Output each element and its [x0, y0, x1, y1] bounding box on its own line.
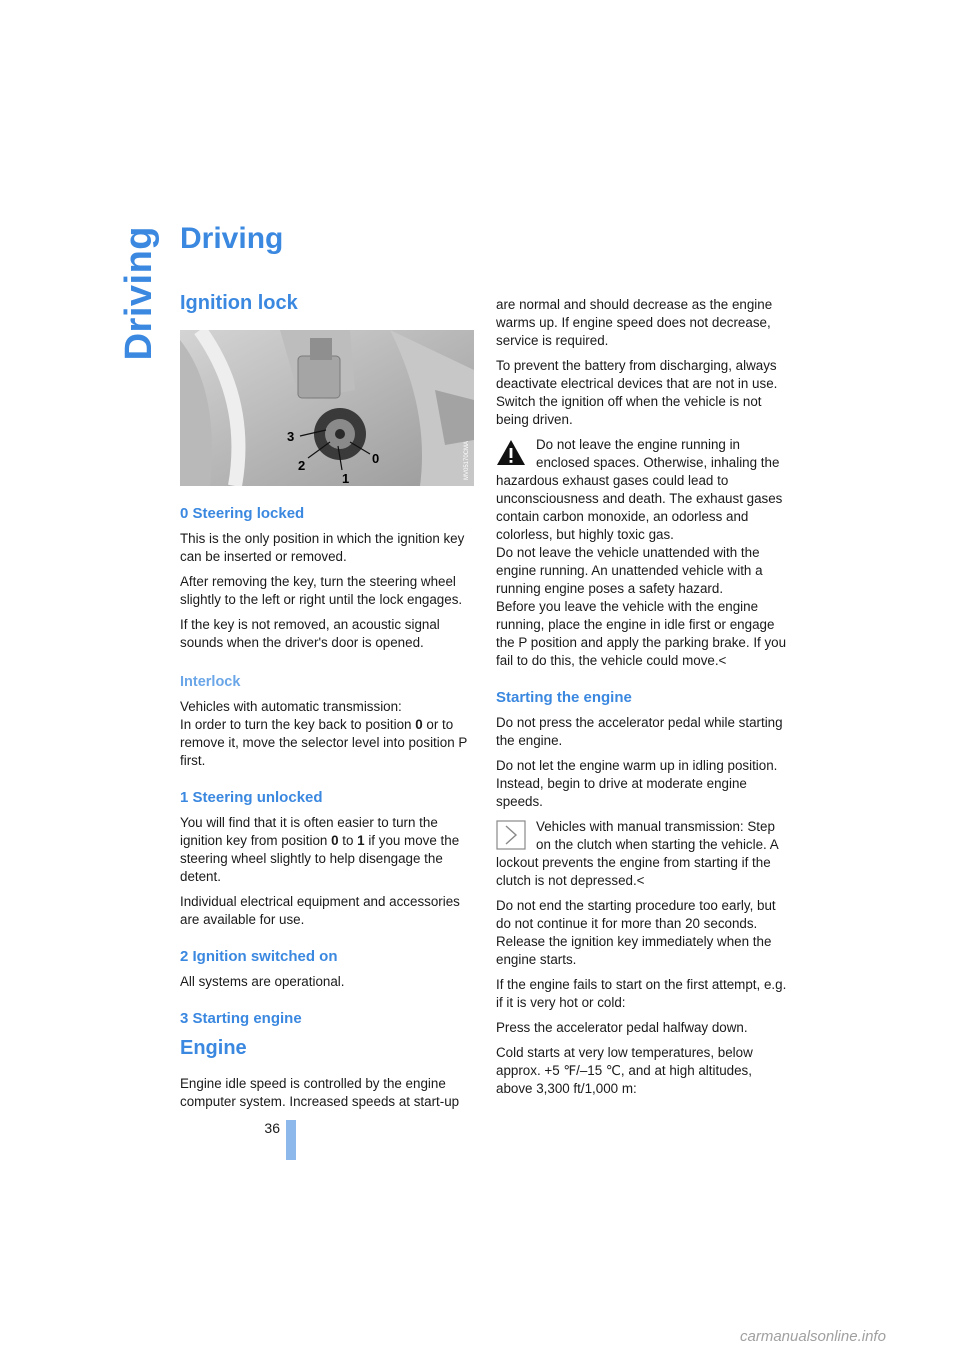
steering-locked-p2: After removing the key, turn the steering wheel slightly to the left or right until the lock engages. [180, 574, 463, 607]
page-number: 36 [264, 1120, 280, 1136]
engine-heading: Engine [180, 1037, 247, 1059]
manual-transmission-text: Vehicles with manual transmission: Step on the clutch when starting the vehicle. A lockout prevents the engine from starting if the clutch is not depressed.< [496, 819, 778, 888]
page-marker-bar [286, 1120, 296, 1160]
figure-label-2: 2 [298, 458, 306, 473]
steering-unlocked-heading: 1 Steering unlocked [180, 789, 323, 806]
warning-text-3: Before you leave the vehicle with the engine running, place the engine in idle first or engage the P position and apply the parking brake. If you fail to do this, the vehicle could move.< [496, 599, 787, 668]
interlock-heading: Interlock [180, 674, 241, 690]
engine-p1-left: Engine idle speed is controlled by the engine computer system. Increased speeds at start-up [180, 1076, 460, 1109]
warning-triangle-icon [496, 438, 526, 468]
starting-p4: If the engine fails to start on the first attempt, e.g. if it is very hot or cold: [496, 977, 787, 1010]
warning-note [496, 436, 792, 670]
warning-text-2: Do not leave the vehicle unattended with the engine running. An unattended vehicle with a running engine poses a safety hazard. [496, 545, 763, 596]
starting-p3: Do not end the starting procedure too early, but do not continue it for more than 20 seconds. Release the ignition key immediately when the engine starts. [496, 898, 776, 967]
figure-label-0: 0 [372, 451, 380, 466]
ignition-lock-photo [180, 330, 474, 486]
figure-label-1: 1 [342, 471, 350, 486]
note-arrow-icon [496, 820, 526, 850]
warning-text-1: Do not leave the engine running in enclosed spaces. Otherwise, inhaling the hazardous exhaust gases could lead to unconsciousness and death. The exhaust gases contain carbon monoxide, an odorless and colorless, but highly toxic gas. [496, 437, 783, 542]
engine-p2: To prevent the battery from discharging, always deactivate electrical devices that are not in use. Switch the ignition off when the vehicle is not being driven. [496, 358, 778, 427]
ignition-on-p1: All systems are operational. [180, 974, 345, 989]
right-column [496, 296, 792, 1105]
figure-label-3: 3 [287, 429, 295, 444]
starting-p2: Do not let the engine warm up in idling position. Instead, begin to drive at moderate engine speeds. [496, 758, 778, 809]
left-column [180, 290, 476, 1118]
starting-p1: Do not press the accelerator pedal while starting the engine. [496, 715, 783, 748]
steering-unlocked-p1: You will find that it is often easier to turn the ignition key from position 0 to 1 if you move the steering wheel slightly to help disengage the detent. [180, 815, 460, 884]
figure-code: MV05170CMA [464, 440, 470, 480]
starting-the-engine-heading: Starting the engine [496, 689, 632, 706]
page-title: Driving [180, 222, 284, 255]
manual-transmission-note [496, 818, 792, 890]
starting-p5: Press the accelerator pedal halfway down. [496, 1020, 748, 1035]
footer-watermark[interactable]: carmanualsonline.info [740, 1328, 886, 1345]
side-tab: Driving [118, 226, 160, 361]
steering-locked-p1: This is the only position in which the ignition key can be inserted or removed. [180, 531, 465, 564]
interlock-paragraph: Vehicles with automatic transmission: In order to turn the key back to position 0 or to remove it, move the selector level into position P first. [180, 699, 468, 768]
engine-p1-right: are normal and should decrease as the engine warms up. If engine speed does not decrease, service is required. [496, 297, 773, 348]
starting-engine-position-heading: 3 Starting engine [180, 1010, 302, 1027]
steering-unlocked-p2: Individual electrical equipment and accessories are available for use. [180, 894, 460, 927]
ignition-lock-heading: Ignition lock [180, 292, 298, 314]
steering-locked-p3: If the key is not removed, an acoustic signal sounds when the driver's door is opened. [180, 617, 440, 650]
steering-locked-heading: 0 Steering locked [180, 505, 305, 522]
starting-p6: Cold starts at very low temperatures, below approx. +5 ℉/–15 ℃, and at high altitudes, above 3,300 ft/1,000 m: [496, 1045, 753, 1096]
ignition-on-heading: 2 Ignition switched on [180, 948, 338, 965]
